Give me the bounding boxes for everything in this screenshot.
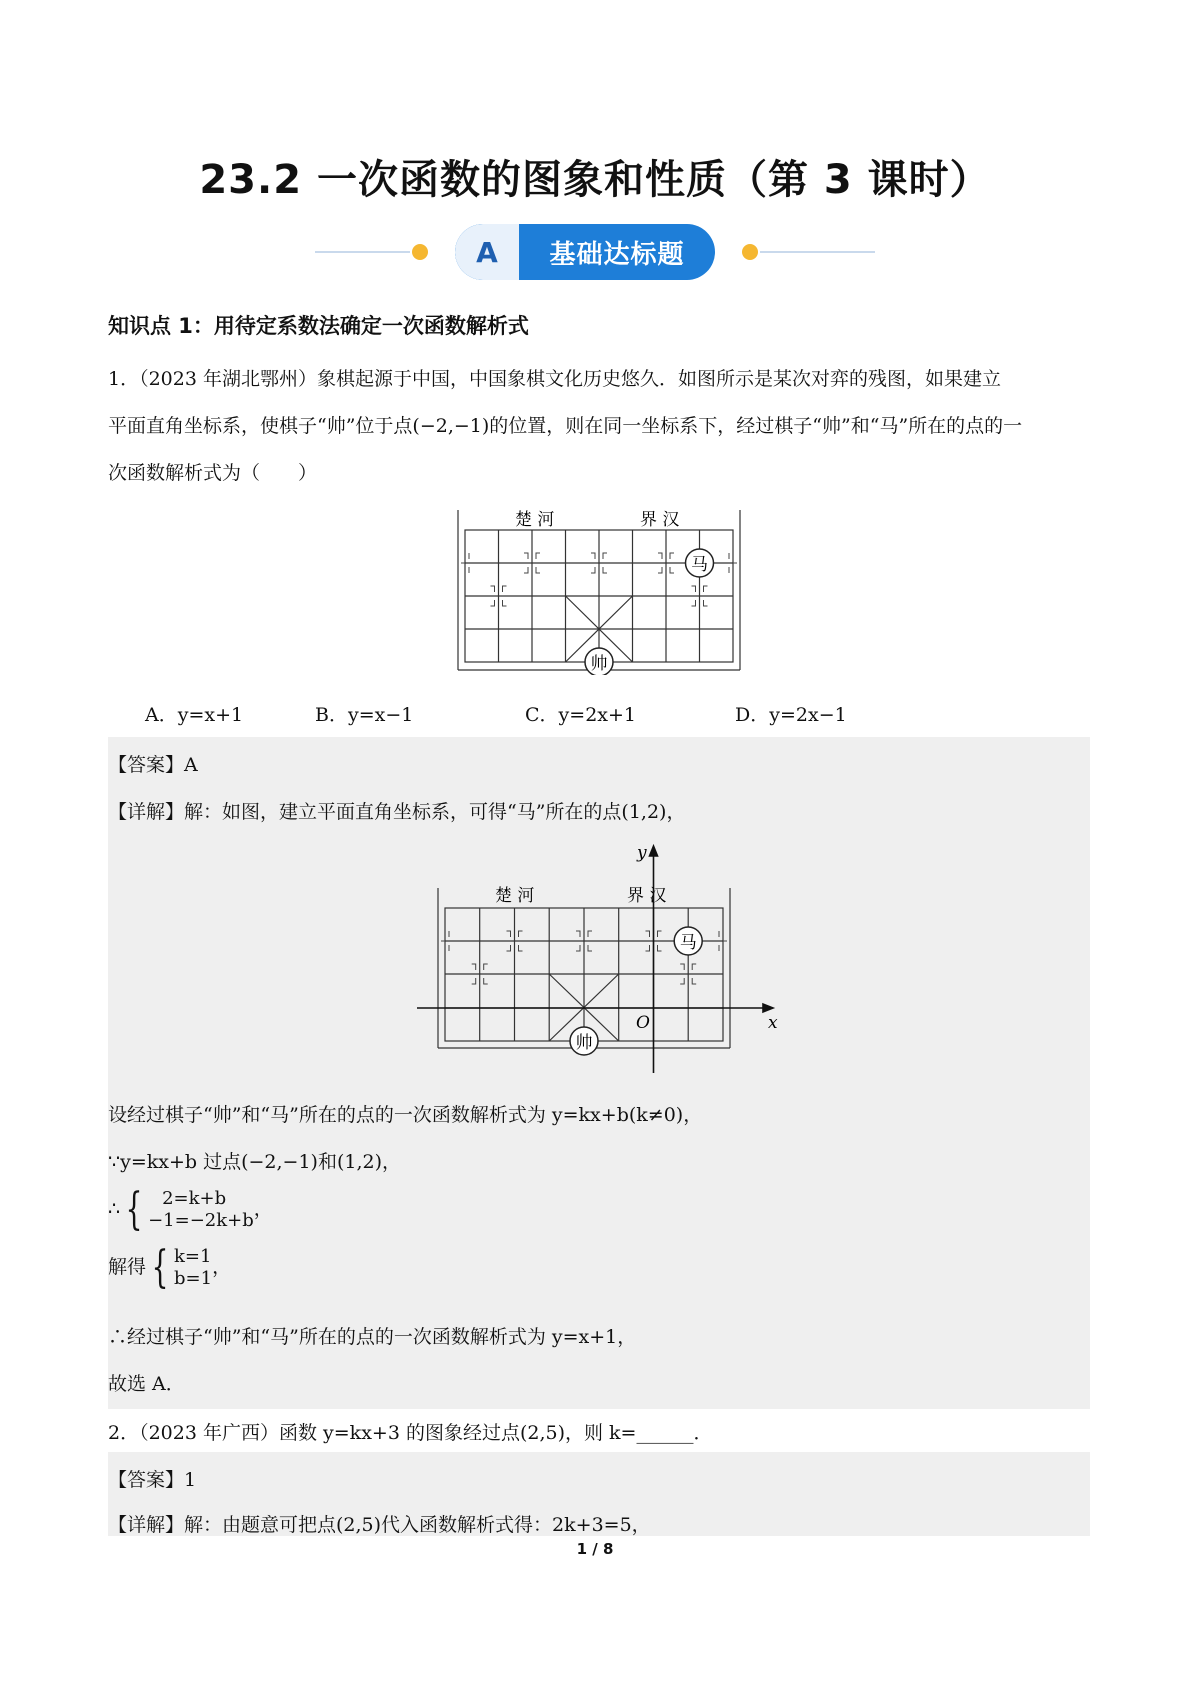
q1-step-5: ∴经过棋子“帅”和“马”所在的点的一次函数解析式为 y=x+1， <box>108 1326 637 1348</box>
x-axis-label: x <box>768 1013 778 1033</box>
river-left-label-2: 楚 河 <box>495 886 535 906</box>
q1-line-2: 平面直角坐标系，使棋子“帅”位于点(−2,−1)的位置，则在同一坐标系下，经过棋子“帅”和“马”所在的点的一 <box>108 415 1023 437</box>
q1-step-2: ∵y=kx+b 过点(−2,−1)和(1,2)， <box>108 1151 402 1173</box>
q2-line-1: 2．（2023 年广西）函数 y=kx+3 的图象经过点(2,5)，则 k=______． <box>108 1422 713 1444</box>
q1-line-3: 次函数解析式为（ ） <box>108 462 318 484</box>
solution-system <box>174 1246 212 1290</box>
horse-piece-2 <box>674 927 702 955</box>
equation-row-1: 2=k+b <box>162 1188 227 1209</box>
solution-row-2: b=1 <box>174 1268 213 1289</box>
river-right-label: 界 汉 <box>640 510 680 530</box>
q1-answer: 【答案】A <box>108 754 198 776</box>
q1-step-4-solution <box>108 1242 232 1293</box>
page-number: 1 / 8 <box>576 1540 614 1558</box>
banner-label: 基础达标题 <box>549 239 685 270</box>
y-axis-label: y <box>637 843 647 863</box>
chess-board-figure <box>455 505 745 675</box>
shuai-piece <box>585 648 613 675</box>
solve-prefix: 解得 <box>108 1256 147 1278</box>
q1-step-1: 设经过棋子“帅”和“马”所在的点的一次函数解析式为 y=kx+b(k≠0)， <box>108 1104 703 1126</box>
shuai-piece-label-2: 帅 <box>575 1033 593 1053</box>
option-a: A．y=x+1 <box>145 704 244 726</box>
river-left-label: 楚 河 <box>515 510 555 530</box>
q2-detail: 【详解】解：由题意可把点(2,5)代入函数解析式得：2k+3=5， <box>108 1514 651 1536</box>
banner-left-dot <box>412 244 428 260</box>
q2-answer: 【答案】1 <box>108 1469 197 1491</box>
banner-left-line <box>315 251 410 253</box>
banner-pill <box>455 224 715 280</box>
shuai-piece-2 <box>570 1027 598 1055</box>
option-c: C．y=2x+1 <box>525 704 637 726</box>
shuai-piece-label: 帅 <box>590 654 608 674</box>
horse-piece <box>686 549 714 577</box>
system-suffix: ， <box>253 1198 273 1220</box>
q1-step-6: 故选 A． <box>108 1373 185 1395</box>
q1-step-3-system <box>108 1184 273 1235</box>
solution-row-1: k=1 <box>174 1246 212 1267</box>
knowledge-point-heading: 知识点 1：用待定系数法确定一次函数解析式 <box>108 314 529 338</box>
left-brace-2: { <box>151 1242 169 1293</box>
therefore-symbol: ∴ <box>108 1198 121 1220</box>
left-brace: { <box>125 1184 143 1235</box>
option-b: B．y=x−1 <box>315 704 414 726</box>
banner-right-dot <box>742 244 758 260</box>
section-banner <box>315 222 875 282</box>
option-d: D．y=2x−1 <box>735 704 847 726</box>
equation-row-2: −1=−2k+b <box>148 1210 254 1231</box>
banner-right-line <box>760 251 875 253</box>
origin-label: O <box>636 1013 650 1033</box>
banner-letter: A <box>455 224 519 280</box>
horse-piece-label-2: 马 <box>679 933 697 953</box>
q1-line-1: 1．（2023 年湖北鄂州）象棋起源于中国，中国象棋文化历史悠久．如图所示是某次对弈的残图，如果建立 <box>108 368 1001 390</box>
page-title: 23.2 一次函数的图象和性质（第 3 课时） <box>199 157 991 203</box>
river-right-label-2: 界 汉 <box>627 886 667 906</box>
horse-piece-label: 马 <box>691 555 708 575</box>
equation-system <box>148 1188 254 1232</box>
q1-detail: 【详解】解：如图，建立平面直角坐标系，可得“马”所在的点(1,2)， <box>108 801 686 823</box>
chess-board-axes-figure <box>415 838 790 1078</box>
solution-suffix: ， <box>212 1256 232 1278</box>
